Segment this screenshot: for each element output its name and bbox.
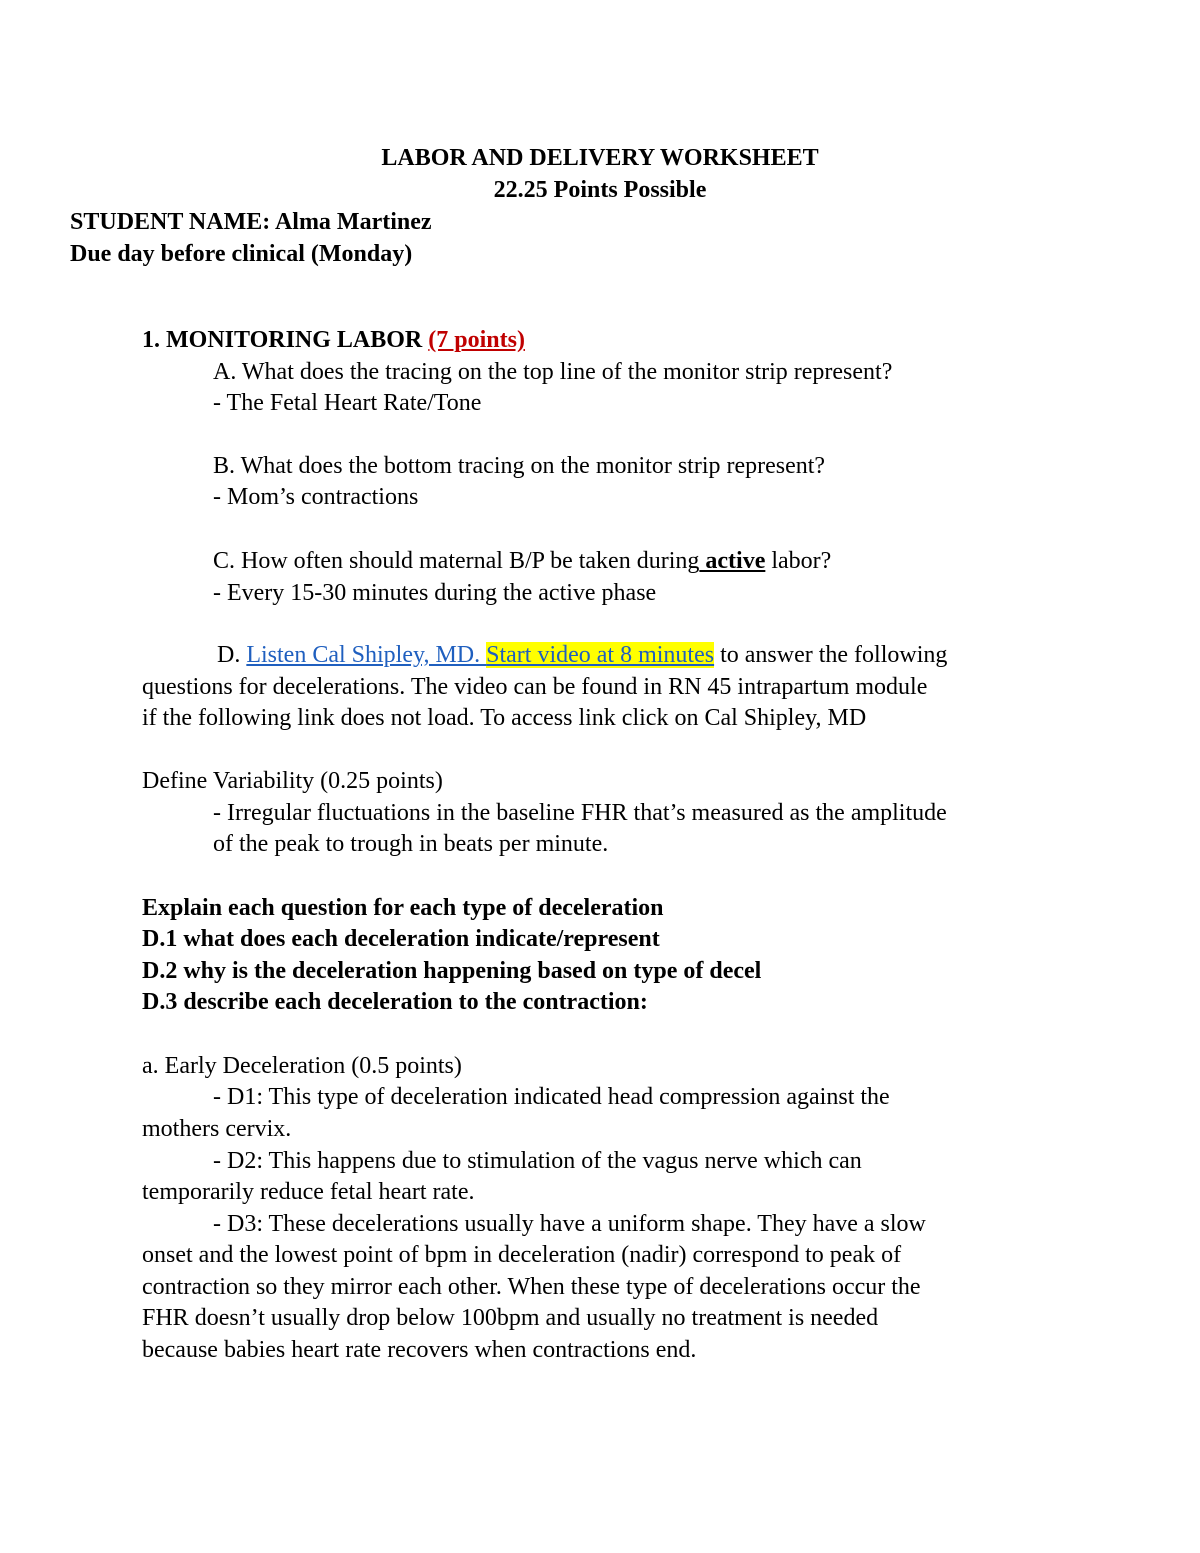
early-d1-line2: mothers cervix. bbox=[142, 1116, 292, 1142]
question-d-rest: to answer the following bbox=[714, 642, 948, 668]
question-b: B. What does the bottom tracing on the monitor strip represent? bbox=[213, 453, 826, 479]
explain-d2: D.2 why is the deceleration happening based on type of decel bbox=[142, 958, 762, 984]
question-c-end: labor? bbox=[765, 548, 832, 574]
section-points-link[interactable]: (7 points) bbox=[428, 327, 525, 353]
question-c-text: C. How often should maternal B/P be taken during bbox=[213, 548, 700, 574]
student-label: STUDENT NAME: bbox=[70, 209, 275, 235]
question-d-line1 bbox=[217, 640, 947, 670]
points-possible: 22.25 Points Possible bbox=[493, 177, 707, 203]
cal-shipley-link[interactable]: Listen Cal Shipley, MD. bbox=[246, 642, 487, 668]
question-c bbox=[213, 546, 831, 576]
variability-question: Define Variability (0.25 points) bbox=[142, 768, 443, 794]
variability-answer-1: - Irregular fluctuations in the baseline FHR that’s measured as the amplitude bbox=[213, 800, 947, 826]
answer-c: - Every 15-30 minutes during the active phase bbox=[213, 580, 657, 606]
explain-d1: D.1 what does each deceleration indicate/represent bbox=[142, 926, 660, 952]
answer-a: - The Fetal Heart Rate/Tone bbox=[213, 390, 482, 416]
early-d3-line1: - D3: These decelerations usually have a uniform shape. They have a slow bbox=[213, 1211, 926, 1237]
question-d-line2: questions for decelerations. The video can be found in RN 45 intrapartum module bbox=[142, 674, 928, 700]
question-d-line3: if the following link does not load. To access link click on Cal Shipley, MD bbox=[142, 705, 867, 731]
explain-d3: D.3 describe each deceleration to the contraction: bbox=[142, 989, 648, 1015]
student-name: Alma Martinez bbox=[274, 209, 432, 235]
section-heading bbox=[142, 325, 525, 355]
early-d3-line5: because babies heart rate recovers when contractions end. bbox=[142, 1337, 697, 1363]
early-d2-line1: - D2: This happens due to stimulation of the vagus nerve which can bbox=[213, 1148, 862, 1174]
section-title: 1. MONITORING LABOR bbox=[142, 327, 429, 353]
start-video-link[interactable]: Start video at 8 minutes bbox=[486, 642, 715, 668]
early-decel-question: a. Early Deceleration (0.5 points) bbox=[142, 1053, 462, 1079]
variability-answer-2: of the peak to trough in beats per minute. bbox=[213, 831, 609, 857]
early-d3-line4: FHR doesn’t usually drop below 100bpm and usually no treatment is needed bbox=[142, 1305, 879, 1331]
explain-heading: Explain each question for each type of deceleration bbox=[142, 895, 664, 921]
answer-b: - Mom’s contractions bbox=[213, 484, 419, 510]
student-name-line bbox=[70, 207, 432, 237]
question-c-emphasis: active bbox=[699, 548, 766, 574]
due-date: Due day before clinical (Monday) bbox=[70, 241, 413, 267]
early-d2-line2: temporarily reduce fetal heart rate. bbox=[142, 1179, 475, 1205]
question-d-prefix: D. bbox=[217, 642, 247, 668]
early-d3-line3: contraction so they mirror each other. When these type of decelerations occur the bbox=[142, 1274, 921, 1300]
early-d3-line2: onset and the lowest point of bpm in deceleration (nadir) correspond to peak of bbox=[142, 1242, 902, 1268]
early-d1-line1: - D1: This type of deceleration indicated head compression against the bbox=[213, 1084, 890, 1110]
question-a: A. What does the tracing on the top line of the monitor strip represent? bbox=[213, 359, 893, 385]
page-title: LABOR AND DELIVERY WORKSHEET bbox=[381, 145, 819, 171]
